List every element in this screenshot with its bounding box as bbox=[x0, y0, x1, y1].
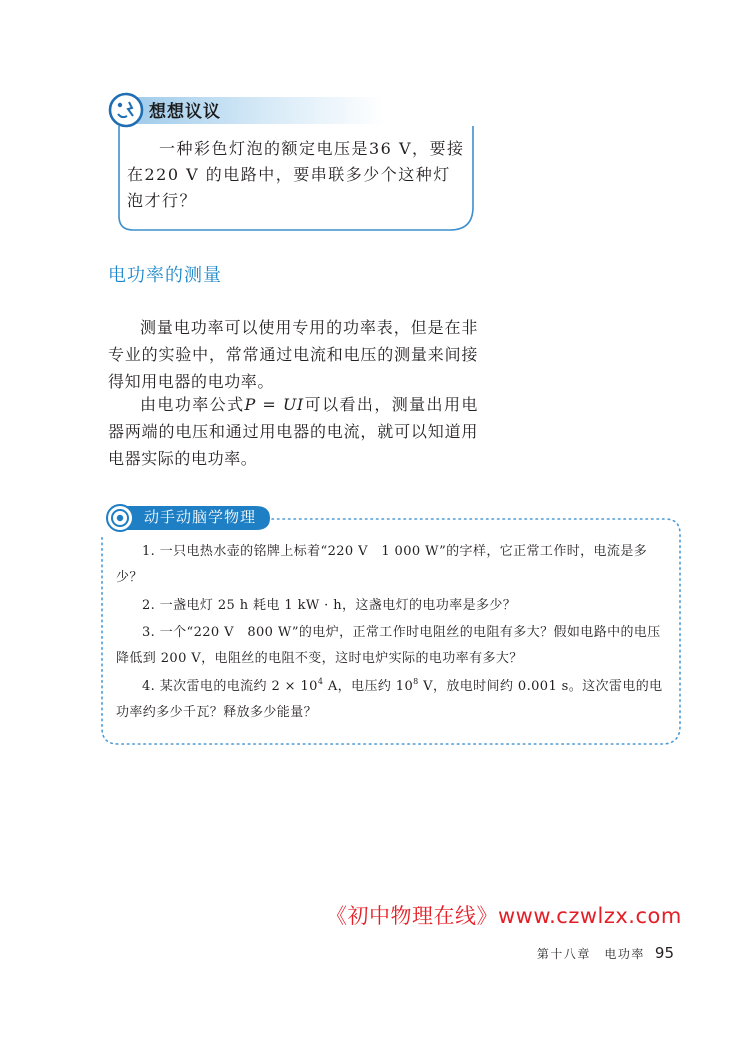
thinking-face-icon bbox=[108, 92, 144, 128]
page-number: 95 bbox=[654, 944, 674, 962]
chapter-label: 第十八章 电功率 bbox=[536, 947, 645, 961]
exercise-box bbox=[100, 500, 682, 748]
page-footer bbox=[0, 944, 674, 962]
think-title: 想想议议 bbox=[149, 102, 221, 122]
exercise-item-2: 2. 一盏电灯 25 h 耗电 1 kW · h，这盏电灯的电功率是多少？ bbox=[142, 598, 517, 613]
think-discuss-box bbox=[105, 92, 477, 234]
section-title: 电功率的测量 bbox=[108, 265, 222, 286]
q4-part-b: A，电压约 10 bbox=[323, 679, 414, 694]
q4-part-c: V，放电时间约 0.001 s。这次雷电的电功率约多少千瓦？释放多少能量？ bbox=[116, 679, 663, 720]
think-question bbox=[127, 136, 467, 214]
paragraph-2-after: 可以看出，测量出用电器两端的电压和通过用电器的电流，就可以知道用电器实际的电功率。 bbox=[108, 395, 478, 468]
paragraph-2-before: 由电功率公式 bbox=[140, 395, 245, 414]
q4-exponent-2: 8 bbox=[413, 677, 419, 686]
paragraph-1: 测量电功率可以使用专用的功率表，但是在非专业的实验中，常常通过电流和电压的测量来间接得知用电器的电功率。 bbox=[108, 318, 478, 391]
watermark: 《初中物理在线》www.czwlzx.com bbox=[326, 904, 682, 928]
paragraph-2 bbox=[108, 391, 478, 472]
exercise-item-4 bbox=[116, 674, 668, 726]
q4-part-a: 4. 某次雷电的电流约 2 × 10 bbox=[142, 679, 318, 694]
exercise-item-3: 3. 一个“220 V 800 W”的电炉，正常工作时电阻丝的电阻有多大？假如电路中的电压降低到 200 V，电阻丝的电阻不变，这时电炉实际的电功率有多大？ bbox=[116, 625, 661, 666]
think-question-text: 一种彩色灯泡的额定电压是36 V，要接在220 V 的电路中，要串联多少个这种灯泡才行？ bbox=[127, 139, 465, 210]
exercise-item-1: 1. 一只电热水壶的铭牌上标着“220 V 1 000 W”的字样，它正常工作时，电流是多少？ bbox=[116, 544, 648, 585]
q4-exponent-1: 4 bbox=[317, 677, 324, 686]
exercise-title: 动手动脑学物理 bbox=[144, 508, 257, 526]
power-formula: P = UI bbox=[244, 395, 304, 414]
